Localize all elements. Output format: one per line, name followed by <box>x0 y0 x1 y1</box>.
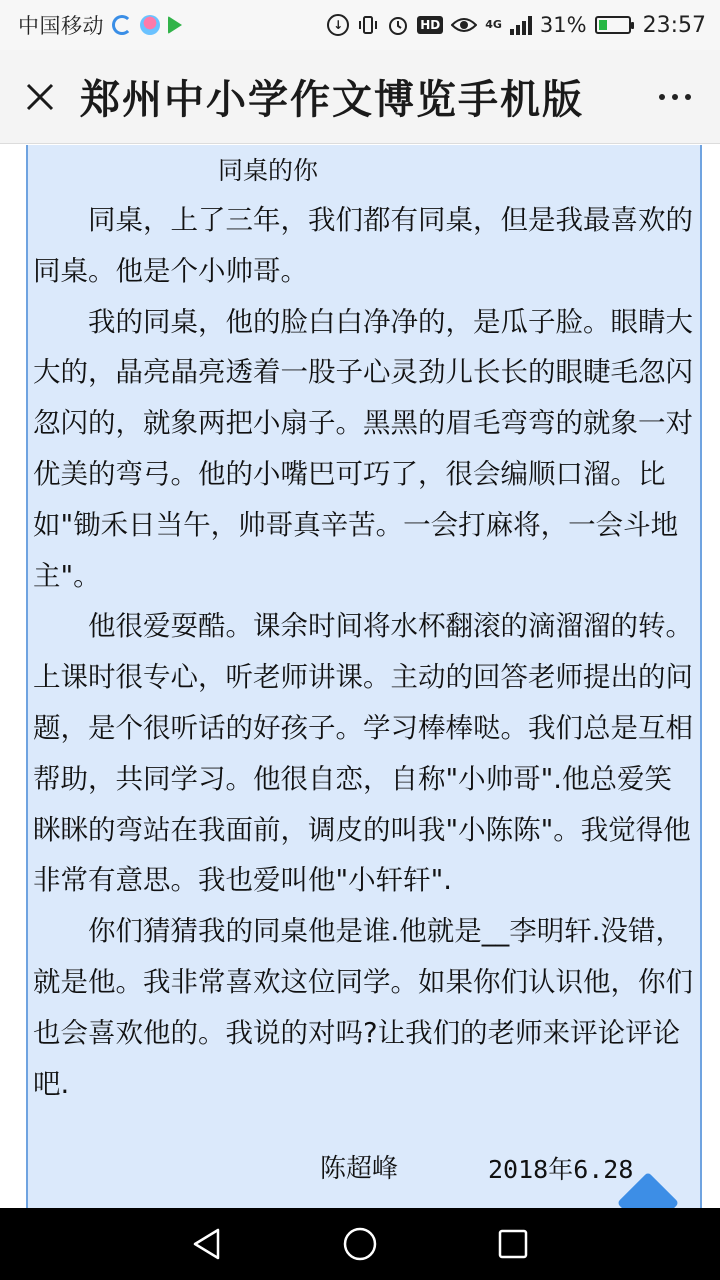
app-header <box>0 50 720 144</box>
more-icon-dot <box>672 94 678 100</box>
article-panel <box>26 145 702 1208</box>
article-paragraph: 我的同桌，他的脸白白净净的，是瓜子脸。眼睛大大的，晶亮晶亮透着一股子心灵劲儿长长的眼睫毛忽闪忽闪的，就象两把小扇子。黑黑的眉毛弯弯的就象一对优美的弯弓。他的小嘴巴可巧了，很会编顺口溜。比如"锄禾日当午，帅哥真辛苦。一会打麻将，一会斗地主"。 <box>33 305 693 592</box>
status-bar <box>0 0 720 50</box>
data-saver-icon: ↓ <box>327 14 349 36</box>
battery-icon <box>595 16 631 34</box>
vibrate-icon <box>357 14 379 36</box>
home-button[interactable] <box>324 1208 396 1280</box>
recents-button[interactable] <box>477 1208 549 1280</box>
back-button[interactable] <box>171 1208 243 1280</box>
signal-icon <box>510 15 532 35</box>
battery-percent: 31% <box>539 13 587 37</box>
back-triangle-icon <box>190 1227 224 1261</box>
hd-icon: HD <box>417 16 443 34</box>
article-paragraph: 他很爱耍酷。课余时间将水杯翻滚的滴溜溜的转。上课时很专心，听老师讲课。主动的回答老师提出的问题，是个很听话的好孩子。学习棒棒哒。我们总是互相帮助，共同学习。他很自恋，自称"小帅哥".他总爱笑眯眯的弯站在我面前，调皮的叫我"小陈陈"。我觉得他非常有意思。我也爱叫他"小轩轩". <box>33 610 693 897</box>
more-options-button[interactable] <box>630 50 720 144</box>
video-app-icon <box>140 15 160 35</box>
article-paragraph: 你们猜猜我的同桌他是谁.他就是__李明轩.没错，就是他。我非常喜欢这位同学。如果你们认识他，你们也会喜欢他的。我说的对吗?让我们的老师来评论评论吧. <box>33 915 693 1100</box>
app-notification-icon <box>112 15 132 35</box>
status-right <box>327 13 706 38</box>
article-title: 同桌的你 <box>218 156 319 185</box>
article-date: 2018年6.28 <box>488 1155 634 1184</box>
carrier-name: 中国移动 <box>18 14 104 38</box>
close-icon <box>24 81 56 113</box>
status-left <box>18 10 182 40</box>
article-paragraph: 同桌，上了三年，我们都有同桌，但是我最喜欢的同桌。他是个小帅哥。 <box>33 204 693 287</box>
article-author: 陈超峰 <box>320 1154 399 1184</box>
page-title: 郑州中小学作文博览手机版 <box>80 77 584 123</box>
content-area[interactable] <box>0 145 720 1208</box>
home-circle-icon <box>342 1226 378 1262</box>
eye-icon <box>451 16 477 34</box>
system-nav-bar <box>0 1208 720 1280</box>
more-icon <box>659 94 665 100</box>
more-icon-dot <box>685 94 691 100</box>
network-type: 4G <box>485 18 502 31</box>
close-button[interactable] <box>0 50 80 144</box>
article-body <box>33 195 698 1109</box>
alarm-icon <box>387 14 409 36</box>
battery-level <box>599 20 608 30</box>
clock: 23:57 <box>642 12 706 38</box>
recents-square-icon <box>497 1228 529 1260</box>
play-app-icon <box>168 16 182 34</box>
